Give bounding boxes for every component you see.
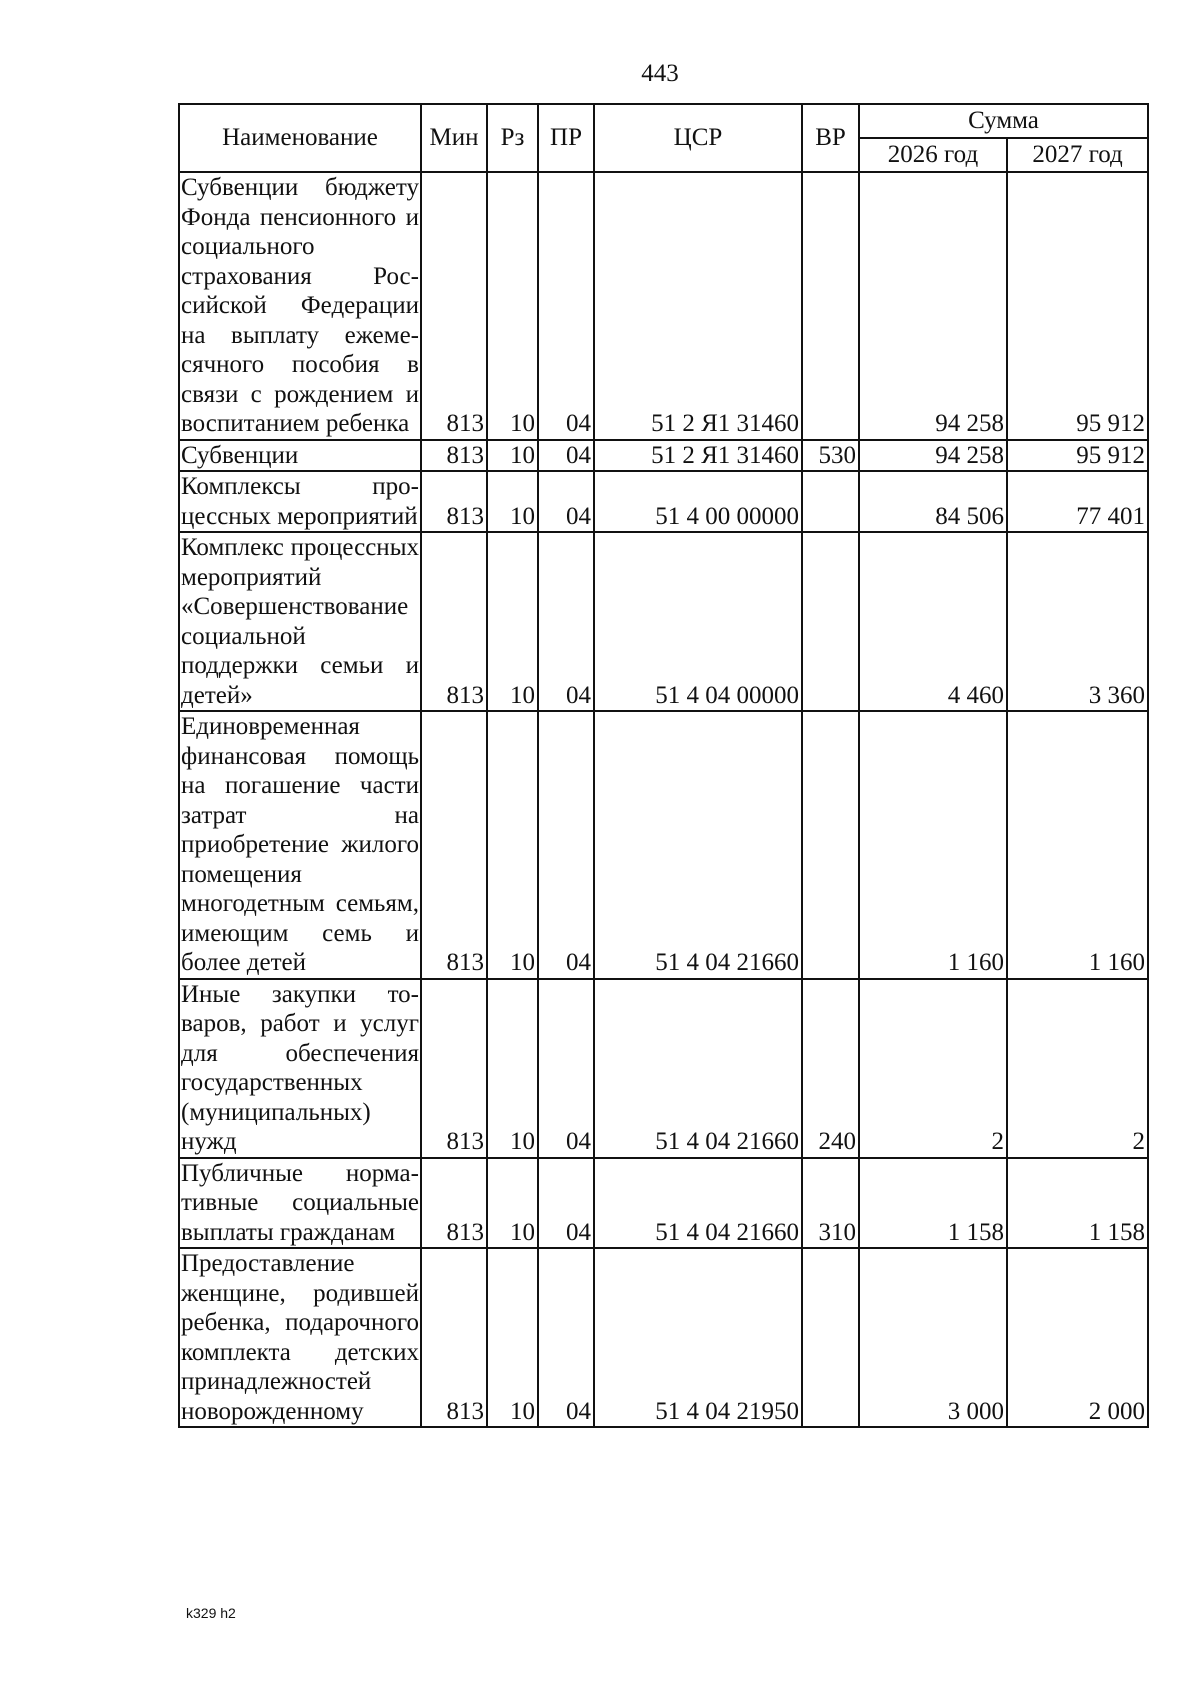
header-year-2026: 2026 год (859, 138, 1007, 172)
page-number: 443 (641, 60, 679, 87)
row-vr (802, 172, 859, 440)
row-amount-2026: 3 000 (859, 1248, 1007, 1427)
table-row (179, 172, 1148, 440)
header-vr: ВР (802, 104, 859, 172)
row-rz: 10 (487, 711, 538, 979)
row-name: Публичные нормативные социальные выплаты гражданам (179, 1158, 421, 1249)
row-name: Единовременная финансовая помощь на погашение части затрат на приобретение жилого помещения многодетным семьям, имеющим семь и более детей (179, 711, 421, 979)
table-row (179, 1158, 1148, 1249)
row-amount-2026: 2 (859, 979, 1007, 1158)
row-amount-2026: 1 160 (859, 711, 1007, 979)
row-vr: 240 (802, 979, 859, 1158)
table-row (179, 471, 1148, 532)
row-rz: 10 (487, 1158, 538, 1249)
row-amount-2027: 77 401 (1007, 471, 1148, 532)
row-name: Субвенции бюджету Фонда пенсионного и социального страхования Российской Федерации на выплату ежемесячного пособия в связи с рождением и воспитанием ребенка (179, 172, 421, 440)
row-csr: 51 4 04 21950 (594, 1248, 802, 1427)
table-row (179, 532, 1148, 711)
row-name: Иные закупки товаров, работ и услуг для обеспечения государственных (муниципальных) нужд (179, 979, 421, 1158)
row-vr (802, 532, 859, 711)
table-row (179, 440, 1148, 472)
row-amount-2027: 1 158 (1007, 1158, 1148, 1249)
table-body (179, 172, 1148, 1427)
row-name: Предоставление женщине, родившей ребенка, подарочного комплекта детских принадлежностей новорожденному (179, 1248, 421, 1427)
row-pr: 04 (538, 532, 594, 711)
header-sum: Сумма (859, 104, 1148, 138)
row-rz: 10 (487, 172, 538, 440)
row-name: Субвенции (179, 440, 421, 472)
row-min: 813 (421, 1248, 487, 1427)
row-vr: 310 (802, 1158, 859, 1249)
row-vr: 530 (802, 440, 859, 472)
header-rz: Рз (487, 104, 538, 172)
row-amount-2027: 1 160 (1007, 711, 1148, 979)
row-vr (802, 1248, 859, 1427)
row-min: 813 (421, 172, 487, 440)
header-pr: ПР (538, 104, 594, 172)
header-year-2027: 2027 год (1007, 138, 1148, 172)
row-rz: 10 (487, 979, 538, 1158)
row-amount-2026: 94 258 (859, 172, 1007, 440)
row-csr: 51 4 04 21660 (594, 1158, 802, 1249)
header-name: Наименование (179, 104, 421, 172)
row-pr: 04 (538, 1248, 594, 1427)
row-pr: 04 (538, 979, 594, 1158)
row-vr (802, 711, 859, 979)
row-vr (802, 471, 859, 532)
table-row (179, 711, 1148, 979)
row-pr: 04 (538, 440, 594, 472)
row-name: Комплекс процессных мероприятий «Совершенствование социальной поддержки семьи и детей» (179, 532, 421, 711)
row-min: 813 (421, 979, 487, 1158)
row-pr: 04 (538, 172, 594, 440)
row-min: 813 (421, 440, 487, 472)
row-amount-2027: 2 000 (1007, 1248, 1148, 1427)
row-pr: 04 (538, 711, 594, 979)
row-amount-2027: 2 (1007, 979, 1148, 1158)
row-rz: 10 (487, 440, 538, 472)
row-amount-2026: 94 258 (859, 440, 1007, 472)
row-min: 813 (421, 1158, 487, 1249)
row-rz: 10 (487, 532, 538, 711)
row-rz: 10 (487, 1248, 538, 1427)
row-csr: 51 2 Я1 31460 (594, 172, 802, 440)
header-csr: ЦСР (594, 104, 802, 172)
footer-code: k329 h2 (186, 1605, 236, 1621)
row-amount-2027: 95 912 (1007, 172, 1148, 440)
row-amount-2026: 1 158 (859, 1158, 1007, 1249)
table-row (179, 979, 1148, 1158)
header-min: Мин (421, 104, 487, 172)
row-pr: 04 (538, 1158, 594, 1249)
row-rz: 10 (487, 471, 538, 532)
row-csr: 51 4 04 00000 (594, 532, 802, 711)
row-csr: 51 2 Я1 31460 (594, 440, 802, 472)
row-csr: 51 4 04 21660 (594, 979, 802, 1158)
row-name: Комплексы процессных мероприятий (179, 471, 421, 532)
table-row (179, 1248, 1148, 1427)
row-min: 813 (421, 532, 487, 711)
row-amount-2027: 95 912 (1007, 440, 1148, 472)
row-amount-2027: 3 360 (1007, 532, 1148, 711)
row-pr: 04 (538, 471, 594, 532)
row-csr: 51 4 00 00000 (594, 471, 802, 532)
row-csr: 51 4 04 21660 (594, 711, 802, 979)
budget-table (178, 103, 1149, 1428)
row-min: 813 (421, 711, 487, 979)
row-amount-2026: 84 506 (859, 471, 1007, 532)
row-amount-2026: 4 460 (859, 532, 1007, 711)
row-min: 813 (421, 471, 487, 532)
